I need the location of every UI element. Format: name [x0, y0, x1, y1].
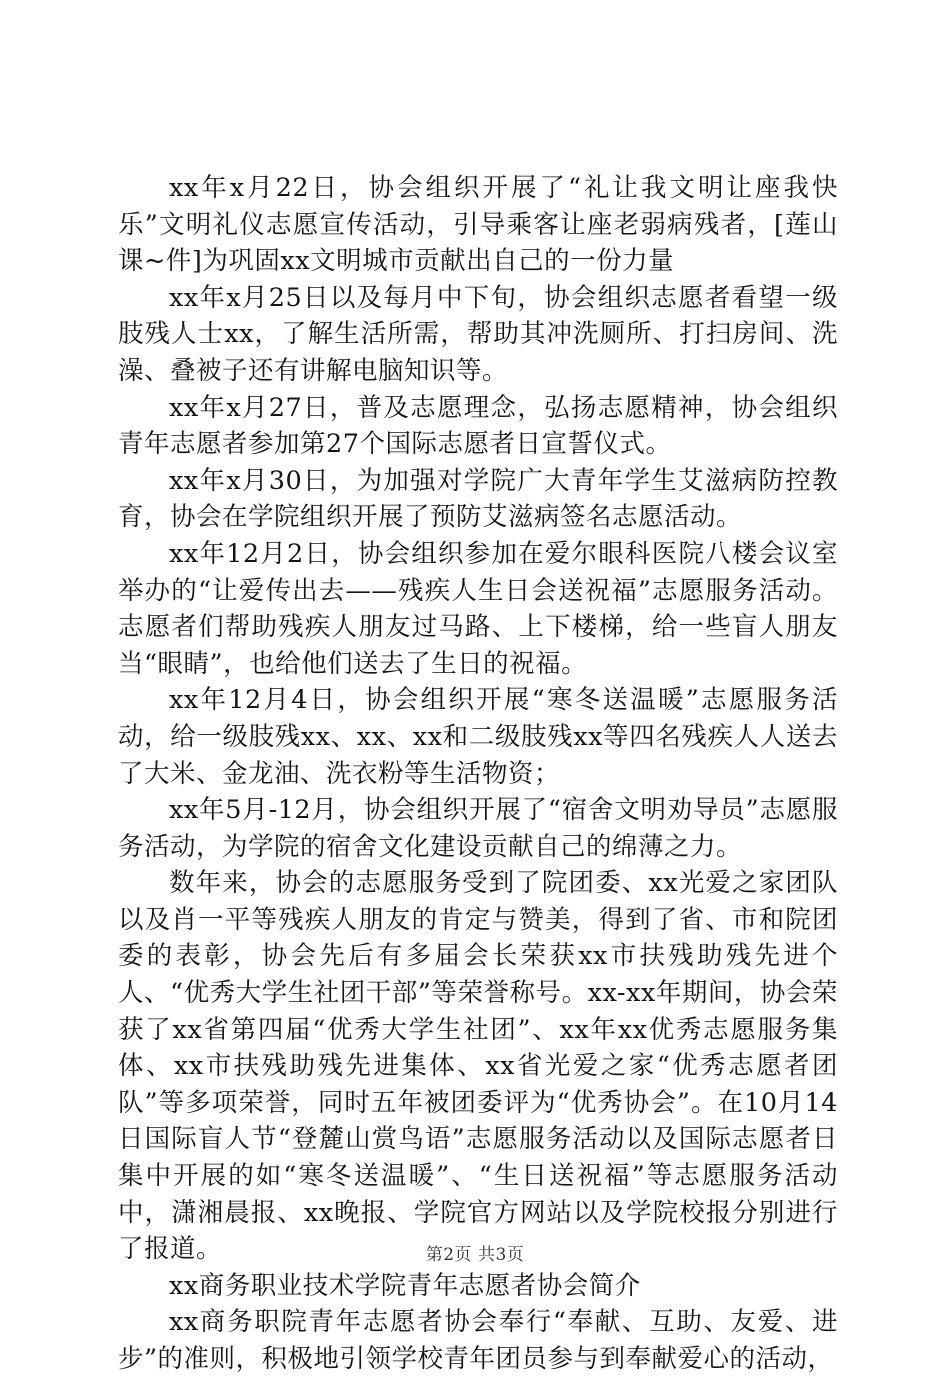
- paragraph: xx年x月25日以及每月中下旬，协会组织志愿者看望一级肢残人士xx，了解生活所需，帮助其冲洗厕所、打扫房间、洗澡、叠被子还有讲解电脑知识等。: [118, 282, 838, 386]
- paragraph: 数年来，协会的志愿服务受到了院团委、xx光爱之家团队以及肖一平等残疾人朋友的肯定与赞美，得到了省、市和院团委的表彰，协会先后有多届会长荣获xx市扶残助残先进个人、“优秀大学生社团干部”等荣誉称号。xx-xx年期间，协会荣获了xx省第四届“优秀大学生社团”、xx年xx优秀志愿服务集体、xx市扶残助残先进集体、xx省光爱之家“优秀志愿者团队”等多项荣誉，同时五年被团委评为“优秀协会”。在10月14日国际盲人节“登麓山赏鸟语”志愿服务活动以及国际志愿者日集中开展的如“寒冬送温暖”、“生日送祝福”等志愿服务活动中，潇湘晨报、xx晚报、学院官方网站以及学院校报分别进行了报道。: [118, 868, 838, 1265]
- page-footer: 第2页 共3页: [425, 1245, 525, 1265]
- paragraph: xx年12月2日，协会组织参加在爱尔眼科医院八楼会议室举办的“让爱传出去——残疾人生日会送祝福”志愿服务活动。志愿者们帮助残疾人朋友过马路、上下楼梯，给一些盲人朋友当“眼睛”，也给他们送去了生日的祝福。: [118, 538, 838, 679]
- paragraph: xx商务职院青年志愿者协会奉行“奉献、互助、友爱、进步”的准则，积极地引领学校青年团员参与到奉献爱心的活动，: [118, 1307, 838, 1374]
- paragraph: xx年x月27日，普及志愿理念，弘扬志愿精神，协会组织青年志愿者参加第27个国际志愿者日宣誓仪式。: [118, 392, 838, 460]
- paragraph: xx年5月-12月，协会组织开展了“宿舍文明劝导员”志愿服务活动，为学院的宿舍文化建设贡献自己的绵薄之力。: [118, 795, 838, 862]
- paragraph: xx年x月22日，协会组织开展了“礼让我文明让座我快乐”文明礼仪志愿宣传活动，引导乘客让座老弱病残者，[莲山课~件]为巩固xx文明城市贡献出自己的一份力量: [118, 173, 838, 277]
- section-title: xx商务职业技术学院青年志愿者协会简介: [169, 1270, 641, 1301]
- paragraph: xx年12月4日，协会组织开展“寒冬送温暖”志愿服务活动，给一级肢残xx、xx、xx和二级肢残xx等四名残疾人人送去了大米、金龙油、洗衣粉等生活物资；: [118, 685, 838, 789]
- document-body: [118, 170, 838, 1378]
- paragraph: xx年x月30日，为加强对学院广大青年学生艾滋病防控教育，协会在学院组织开展了预防艾滋病签名志愿活动。: [118, 465, 838, 533]
